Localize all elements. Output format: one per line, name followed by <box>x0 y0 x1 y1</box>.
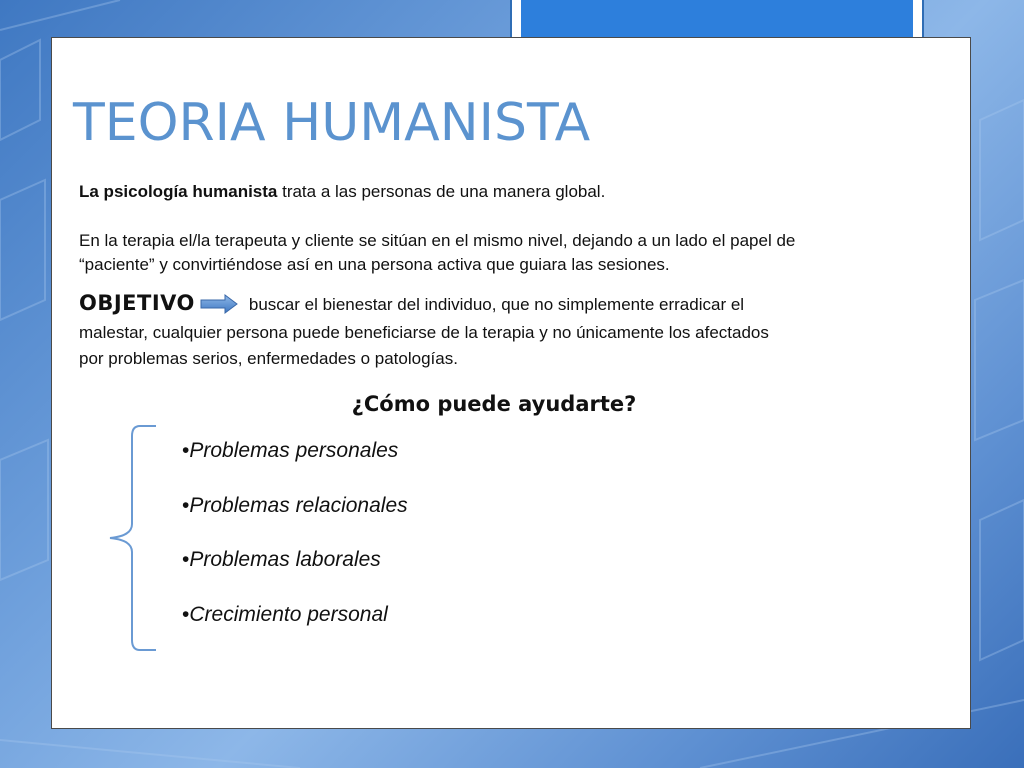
list-item <box>182 436 408 491</box>
help-list <box>182 436 408 654</box>
list-item <box>182 491 408 546</box>
how-can-help-heading: ¿Cómo puede ayudarte? <box>351 392 637 416</box>
list-item <box>182 545 408 600</box>
intro-bold-text: La psicología humanista <box>79 182 278 201</box>
bullet-marker: • <box>182 602 190 626</box>
intro-rest-text: trata a las personas de una manera global. <box>277 182 606 201</box>
objective-line-3: por problemas serios, enfermedades o patologías. <box>79 349 458 368</box>
objective-line-2: malestar, cualquier persona puede beneficiarse de la terapia y no únicamente los afectados <box>79 323 769 342</box>
therapy-line-1: En la terapia el/la terapeuta y cliente se sitúan en el mismo nivel, dejando a un lado el papel de <box>79 231 796 250</box>
therapy-line-2: “paciente” y convirtiéndose así en una persona activa que guiara las sesiones. <box>79 255 670 274</box>
bullet-marker: • <box>182 493 190 517</box>
objective-label: OBJETIVO <box>79 291 195 315</box>
therapy-paragraph <box>79 229 939 277</box>
objective-continuation <box>79 320 939 372</box>
list-item <box>182 600 408 655</box>
bullet-marker: • <box>182 439 190 462</box>
objective-heading-row <box>79 290 939 318</box>
list-item-text: Problemas relacionales <box>189 493 408 517</box>
list-item-text: Crecimiento personal <box>189 602 388 626</box>
list-item-text: Problemas laborales <box>189 548 381 571</box>
intro-paragraph <box>79 180 939 204</box>
bullet-marker: • <box>182 548 190 571</box>
left-brace-icon <box>104 424 164 654</box>
slide-title: TEORIA HUMANISTA <box>73 93 591 153</box>
right-arrow-icon <box>199 294 239 314</box>
objective-line-1: buscar el bienestar del individuo, que no simplemente erradicar el <box>248 295 745 314</box>
list-item-text: Problemas personales <box>189 439 399 462</box>
